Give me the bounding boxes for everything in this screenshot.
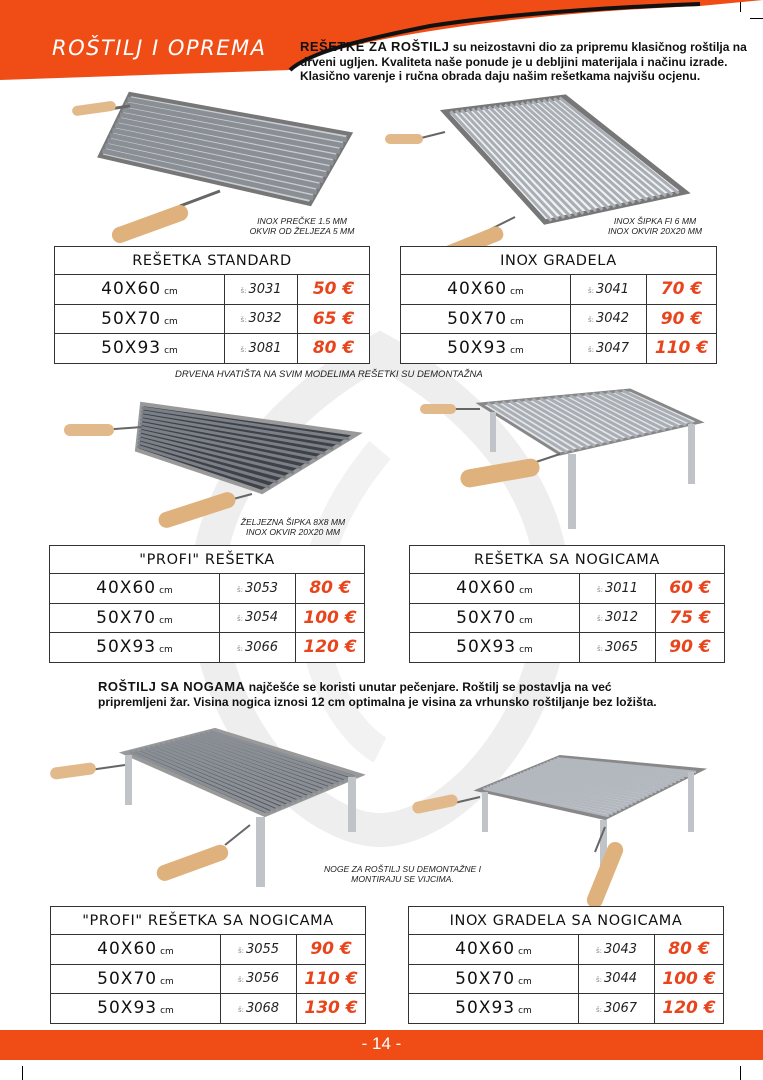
price-cell: 120 € <box>655 994 724 1024</box>
price-table-profi-nogice <box>50 906 366 1024</box>
caption-line: NOGE ZA ROŠTILJ SU DEMONTAŽNE I <box>323 864 482 874</box>
size-value: 40X60 <box>447 279 508 300</box>
unit-label: cm <box>164 346 178 357</box>
price-cell: 80 € <box>298 334 370 364</box>
size-cell <box>401 304 571 334</box>
size-cell <box>409 935 579 965</box>
price-cell: 50 € <box>298 275 370 305</box>
table-title: INOX GRADELA SA NOGICAMA <box>409 907 724 935</box>
code-prefix: š: <box>237 1005 244 1014</box>
size-value: 50X70 <box>456 607 517 628</box>
code-value: 3047 <box>595 340 630 356</box>
caption-standard <box>232 216 372 236</box>
unit-label: cm <box>518 976 532 987</box>
code-cell <box>580 633 656 663</box>
code-prefix: š: <box>236 644 243 653</box>
code-value: 3081 <box>248 340 282 356</box>
code-value: 3011 <box>604 580 639 596</box>
unit-label: cm <box>518 947 532 958</box>
code-value: 3041 <box>595 281 630 297</box>
unit-label: cm <box>159 586 173 597</box>
crop-mark <box>22 1066 23 1080</box>
product-image-inox-nogice <box>410 742 710 907</box>
price-cell: 100 € <box>296 603 365 633</box>
code-cell <box>579 994 655 1024</box>
code-prefix: š: <box>240 286 247 295</box>
code-cell <box>221 935 297 965</box>
section2-text <box>98 680 718 709</box>
price-table-inox <box>400 246 717 364</box>
table-row <box>410 603 725 633</box>
table-row <box>410 574 725 604</box>
size-cell <box>401 334 571 364</box>
code-value: 3043 <box>603 941 638 957</box>
code-value: 3012 <box>604 610 639 626</box>
table-row <box>50 633 365 663</box>
table-row <box>51 935 366 965</box>
code-prefix: š: <box>237 976 244 985</box>
price-cell: 75 € <box>656 603 725 633</box>
code-cell <box>579 964 655 994</box>
size-cell <box>410 574 580 604</box>
table-row <box>55 304 370 334</box>
table-row <box>409 994 724 1024</box>
size-value: 50X93 <box>97 998 158 1019</box>
table-row <box>409 964 724 994</box>
code-prefix: š: <box>587 286 594 295</box>
price-cell: 120 € <box>296 633 365 663</box>
page-title: ROŠTILJ I OPREMA <box>52 36 267 60</box>
code-cell <box>220 574 296 604</box>
price-cell: 100 € <box>655 964 724 994</box>
unit-label: cm <box>518 1006 532 1017</box>
code-value: 3054 <box>244 610 279 626</box>
code-prefix: š: <box>236 585 243 594</box>
caption-line: INOX OKVIR 20X20 MM <box>607 226 703 236</box>
intro-text <box>300 40 750 84</box>
unit-label: cm <box>160 1006 174 1017</box>
caption-line: OKVIR OD ŽELJEZA 5 MM <box>249 226 355 236</box>
code-prefix: š: <box>595 1005 602 1014</box>
price-table-nogice <box>409 545 725 663</box>
section2-lead: ROŠTILJ SA NOGAMA <box>98 679 246 694</box>
unit-label: cm <box>164 316 178 327</box>
code-prefix: š: <box>596 615 603 624</box>
size-value: 50X70 <box>455 968 516 989</box>
code-cell <box>571 334 647 364</box>
code-prefix: š: <box>587 345 594 354</box>
code-value: 3044 <box>603 971 638 987</box>
size-cell <box>50 603 220 633</box>
size-value: 40X60 <box>101 279 162 300</box>
size-value: 40X60 <box>96 578 157 599</box>
size-value: 50X70 <box>96 607 157 628</box>
intro-line-3: Klasično varenje i ručna obrada daju našim rešetkama najvišu ocjenu. <box>300 69 701 83</box>
caption-inox <box>585 216 725 236</box>
unit-label: cm <box>510 287 524 298</box>
product-image-inox <box>385 92 685 267</box>
size-cell <box>51 935 221 965</box>
table-title: "PROFI" REŠETKA SA NOGICAMA <box>51 907 366 935</box>
code-value: 3067 <box>603 1000 638 1016</box>
unit-label: cm <box>164 287 178 298</box>
code-cell <box>579 935 655 965</box>
price-cell: 65 € <box>298 304 370 334</box>
caption-line: MONTIRAJU SE VIJCIMA. <box>351 874 454 884</box>
size-cell <box>55 275 225 305</box>
section2-line-2: pripremljeni žar. Visina nogica iznosi 12 cm optimalna je visina za vrhunsko roštiljanje bez ložišta. <box>98 694 657 709</box>
price-cell: 90 € <box>297 935 366 965</box>
product-image-nogice <box>420 384 720 544</box>
size-value: 40X60 <box>456 578 517 599</box>
code-cell <box>225 304 298 334</box>
size-value: 50X93 <box>96 637 157 658</box>
unit-label: cm <box>519 586 533 597</box>
table-row <box>401 334 717 364</box>
table-title: REŠETKA SA NOGICAMA <box>410 546 725 574</box>
code-value: 3066 <box>244 639 279 655</box>
price-cell: 90 € <box>656 633 725 663</box>
size-value: 50X70 <box>101 308 162 329</box>
size-value: 40X60 <box>97 939 158 960</box>
code-cell <box>580 574 656 604</box>
unit-label: cm <box>510 316 524 327</box>
code-cell <box>220 633 296 663</box>
code-prefix: š: <box>596 644 603 653</box>
table-title: REŠETKA STANDARD <box>55 247 370 275</box>
code-prefix: š: <box>240 316 247 325</box>
size-cell <box>409 994 579 1024</box>
price-table-standard <box>54 246 370 364</box>
table-row <box>51 964 366 994</box>
size-cell <box>51 964 221 994</box>
price-cell: 110 € <box>647 334 717 364</box>
size-value: 50X93 <box>101 338 162 359</box>
code-value: 3055 <box>245 941 280 957</box>
table-row <box>55 334 370 364</box>
price-cell: 80 € <box>296 574 365 604</box>
table-row <box>410 633 725 663</box>
size-cell <box>55 334 225 364</box>
size-value: 50X93 <box>456 637 517 658</box>
price-cell: 60 € <box>656 574 725 604</box>
code-cell <box>225 334 298 364</box>
note-handles: DRVENA HVATIŠTA NA SVIM MODELIMA REŠETKI SU DEMONTAŽNA <box>175 369 483 380</box>
code-cell <box>221 964 297 994</box>
table-row <box>401 304 717 334</box>
table-row <box>55 275 370 305</box>
price-table-profi <box>49 545 365 663</box>
price-cell: 80 € <box>655 935 724 965</box>
table-row <box>50 574 365 604</box>
unit-label: cm <box>160 976 174 987</box>
table-row <box>50 603 365 633</box>
table-title: "PROFI" REŠETKA <box>50 546 365 574</box>
size-value: 50X93 <box>455 998 516 1019</box>
unit-label: cm <box>159 615 173 626</box>
code-value: 3068 <box>245 1000 280 1016</box>
caption-line: ŽELJEZNA ŠIPKA 8X8 MM <box>240 517 346 527</box>
size-cell <box>401 275 571 305</box>
size-value: 50X70 <box>97 968 158 989</box>
size-cell <box>55 304 225 334</box>
table-title: INOX GRADELA <box>401 247 717 275</box>
code-cell <box>571 275 647 305</box>
price-cell: 70 € <box>647 275 717 305</box>
size-value: 50X70 <box>447 308 508 329</box>
size-cell <box>50 574 220 604</box>
size-cell <box>410 633 580 663</box>
code-value: 3032 <box>248 311 282 327</box>
code-value: 3042 <box>595 311 630 327</box>
code-cell <box>580 603 656 633</box>
caption-profi <box>228 517 358 537</box>
size-cell <box>51 994 221 1024</box>
code-value: 3053 <box>244 580 279 596</box>
section2-line-1: najčešće se koristi unutar pečenjare. Roštilj se postavlja na već <box>245 680 612 694</box>
code-prefix: š: <box>587 316 594 325</box>
size-cell <box>410 603 580 633</box>
unit-label: cm <box>159 645 173 656</box>
code-cell <box>220 603 296 633</box>
size-cell <box>409 964 579 994</box>
intro-lead: REŠETKE ZA ROŠTILJ <box>300 39 450 54</box>
intro-line-1: su neizostavni dio za pripremu klasičnog roštilja na <box>449 40 747 54</box>
code-prefix: š: <box>237 946 244 955</box>
size-cell <box>50 633 220 663</box>
table-row <box>401 275 717 305</box>
code-prefix: š: <box>596 585 603 594</box>
price-cell: 110 € <box>297 964 366 994</box>
page-number: - 14 - <box>361 1034 402 1053</box>
price-cell: 130 € <box>297 994 366 1024</box>
code-prefix: š: <box>236 615 243 624</box>
code-prefix: š: <box>240 345 247 354</box>
price-cell: 90 € <box>647 304 717 334</box>
code-value: 3056 <box>245 971 280 987</box>
caption-line: INOX PREČKE 1.5 MM <box>257 216 347 226</box>
code-cell <box>571 304 647 334</box>
price-table-inox-nogice <box>408 906 724 1024</box>
intro-line-2: drveni ugljen. Kvaliteta naše ponude je u debljini materijala i načinu izrade. <box>300 54 728 69</box>
code-cell <box>225 275 298 305</box>
code-prefix: š: <box>595 976 602 985</box>
code-value: 3065 <box>604 639 639 655</box>
unit-label: cm <box>519 645 533 656</box>
code-cell <box>221 994 297 1024</box>
code-value: 3031 <box>248 281 282 297</box>
caption-line: INOX ŠIPKA FI 6 MM <box>613 216 697 226</box>
table-row <box>51 994 366 1024</box>
unit-label: cm <box>510 346 524 357</box>
crop-mark <box>740 1066 741 1080</box>
table-row <box>409 935 724 965</box>
code-prefix: š: <box>595 946 602 955</box>
unit-label: cm <box>519 615 533 626</box>
unit-label: cm <box>160 947 174 958</box>
size-value: 50X93 <box>447 338 508 359</box>
size-value: 40X60 <box>455 939 516 960</box>
caption-line: INOX OKVIR 20X20 MM <box>245 527 341 537</box>
